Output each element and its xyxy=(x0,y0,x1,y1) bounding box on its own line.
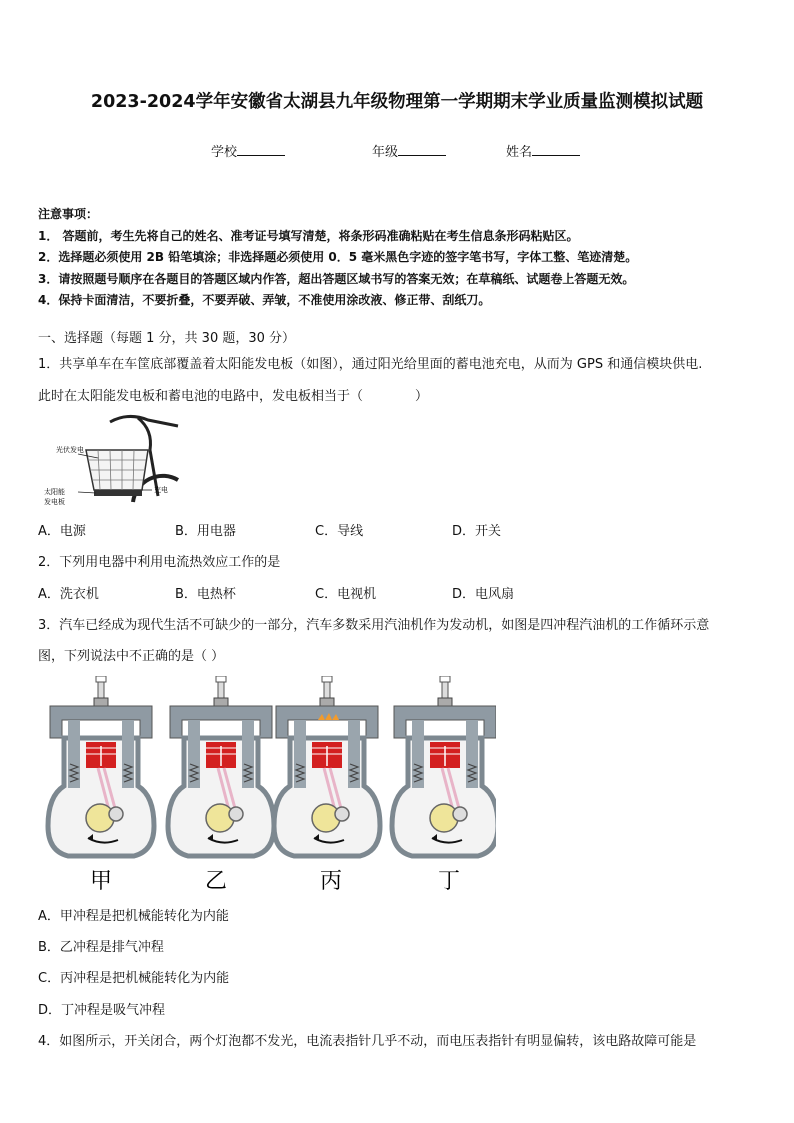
q2-option-d[interactable]: D．电风扇 xyxy=(452,587,515,602)
q3-stroke-label-ding: 丁 xyxy=(438,869,461,894)
q1-fig-label-panel2: 发电板 xyxy=(44,498,65,506)
q2-option-b[interactable]: B．电热杯 xyxy=(175,587,236,602)
q3-stroke-label-jia: 甲 xyxy=(90,869,113,894)
q1-fig-label-pv: 光伏发电 xyxy=(56,446,84,454)
q1-fig-label-panel: 太阳能 xyxy=(44,488,65,496)
school-label: 学校 xyxy=(211,145,238,160)
q2-option-c[interactable]: C．电视机 xyxy=(315,587,377,602)
q1-close-paren: ） xyxy=(415,389,429,404)
q1-option-b[interactable]: B．用电器 xyxy=(175,524,236,539)
q1-option-a[interactable]: A．电源 xyxy=(38,524,86,539)
notes-item: 2．选择题必须使用 2B 铅笔填涂；非选择题必须使用 0．5 毫米黑色字迹的签字笔书写，字体工整、笔迹清楚。 xyxy=(38,250,638,264)
name-blank[interactable] xyxy=(532,143,580,156)
grade-field[interactable] xyxy=(372,141,446,160)
school-field[interactable] xyxy=(211,141,285,160)
school-blank[interactable] xyxy=(237,143,285,156)
q3-stem-line2: 图，下列说法中不正确的是（ ） xyxy=(38,649,225,664)
q2-option-a[interactable]: A．洗衣机 xyxy=(38,587,99,602)
q1-stem-text: 此时在太阳能发电板和蓄电池的电路中，发电板相当于（ xyxy=(38,389,364,404)
notes-heading: 注意事项： xyxy=(38,207,99,221)
notes-block xyxy=(38,204,637,312)
q3-option-b[interactable]: B．乙冲程是排气冲程 xyxy=(38,940,164,955)
q2-stem: 2．下列用电器中利用电流热效应工作的是 xyxy=(38,555,281,570)
q3-option-c[interactable]: C．丙冲程是把机械能转化为内能 xyxy=(38,971,230,986)
q3-stroke-label-yi: 乙 xyxy=(205,869,228,894)
q3-stroke-label-bing: 丙 xyxy=(320,869,343,894)
q1-option-c[interactable]: C．导线 xyxy=(315,524,364,539)
grade-label: 年级 xyxy=(372,145,399,160)
notes-item: 4．保持卡面清洁，不要折叠，不要弄破、弄皱，不准使用涂改液、修正带、刮纸刀。 xyxy=(38,293,491,307)
name-label: 姓名 xyxy=(506,145,533,160)
q4-stem-line1: 4．如图所示，开关闭合，两个灯泡都不发光，电流表指针几乎不动，而电压表指针有明显偏转，该电路故障可能是 xyxy=(38,1034,697,1049)
notes-item: 3．请按照题号顺序在各题目的答题区域内作答，超出答题区域书写的答案无效；在草稿纸、试题卷上答题无效。 xyxy=(38,271,635,286)
q1-option-d[interactable]: D．开关 xyxy=(452,524,502,539)
section-heading: 一、选择题（每题 1 分，共 30 题，30 分） xyxy=(38,331,296,346)
q3-option-d[interactable]: D．丁冲程是吸气冲程 xyxy=(38,1003,166,1018)
q3-stem-line1: 3．汽车已经成为现代生活不可缺少的一部分，汽车多数采用汽油机作为发动机，如图是四冲程汽油机的工作循环示意 xyxy=(38,618,710,633)
q3-option-a[interactable]: A．甲冲程是把机械能转化为内能 xyxy=(38,909,229,924)
q1-stem-line2 xyxy=(38,385,428,404)
page-title: 2023-2024学年安徽省太湖县九年级物理第一学期期末学业质量监测模拟试题 xyxy=(90,92,704,112)
q3-engine-figure xyxy=(44,676,496,896)
grade-blank[interactable] xyxy=(398,143,446,156)
q1-fig-label-charge: 充电 xyxy=(154,486,168,494)
q1-bicycle-figure xyxy=(38,410,188,512)
name-field[interactable] xyxy=(506,141,580,160)
q1-stem-line1: 1．共享单车在车筐底部覆盖着太阳能发电板（如图），通过阳光给里面的蓄电池充电，从而为 GPS 和通信模块供电. xyxy=(38,357,703,372)
notes-item: 1． 答题前，考生先将自己的姓名、准考证号填写清楚，将条形码准确粘贴在考生信息条形码粘贴区。 xyxy=(38,228,579,243)
